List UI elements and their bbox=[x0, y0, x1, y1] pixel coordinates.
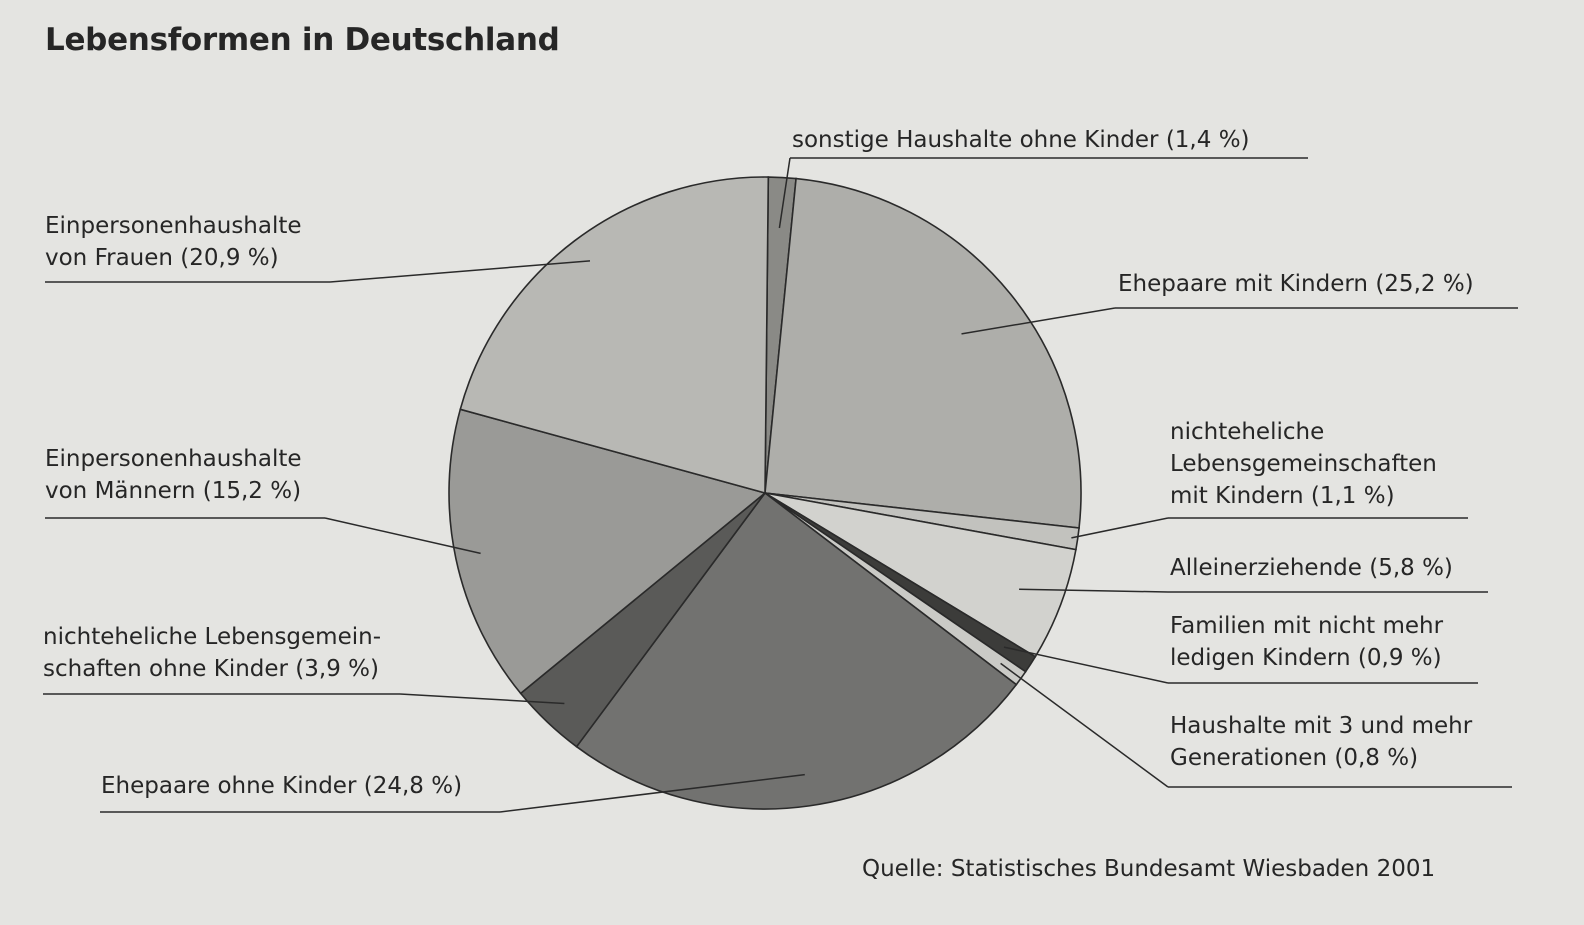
chart-title: Lebensformen in Deutschland bbox=[45, 22, 560, 58]
label-sonstige-haushalte: sonstige Haushalte ohne Kinder (1,4 %) bbox=[792, 127, 1250, 153]
label-alleinerziehende: Alleinerziehende (5,8 %) bbox=[1170, 555, 1453, 581]
pie-slice bbox=[765, 179, 1081, 528]
leader-line bbox=[1071, 518, 1168, 538]
leader-line bbox=[1001, 663, 1168, 787]
label-nel-ohne-kinder: nichteheliche Lebensgemein- schaften ohne Kinder (3,9 %) bbox=[43, 624, 381, 682]
label-nel-mit-kindern: nichteheliche Lebensgemeinschaften mit Kindern (1,1 %) bbox=[1170, 419, 1437, 509]
label-einpersonen-maenner: Einpersonenhaushalte von Männern (15,2 %) bbox=[45, 446, 302, 504]
source-note: Quelle: Statistisches Bundesamt Wiesbaden 2001 bbox=[862, 856, 1436, 882]
label-einpersonen-frauen: Einpersonenhaushalte von Frauen (20,9 %) bbox=[45, 213, 302, 271]
label-familien-nicht-ledig: Familien mit nicht mehr ledigen Kindern (0,9 %) bbox=[1170, 613, 1444, 671]
label-ehepaare-mit-kindern: Ehepaare mit Kindern (25,2 %) bbox=[1118, 271, 1474, 297]
label-drei-generationen: Haushalte mit 3 und mehr Generationen (0,8 %) bbox=[1170, 713, 1473, 771]
label-ehepaare-ohne-kinder: Ehepaare ohne Kinder (24,8 %) bbox=[101, 773, 463, 799]
